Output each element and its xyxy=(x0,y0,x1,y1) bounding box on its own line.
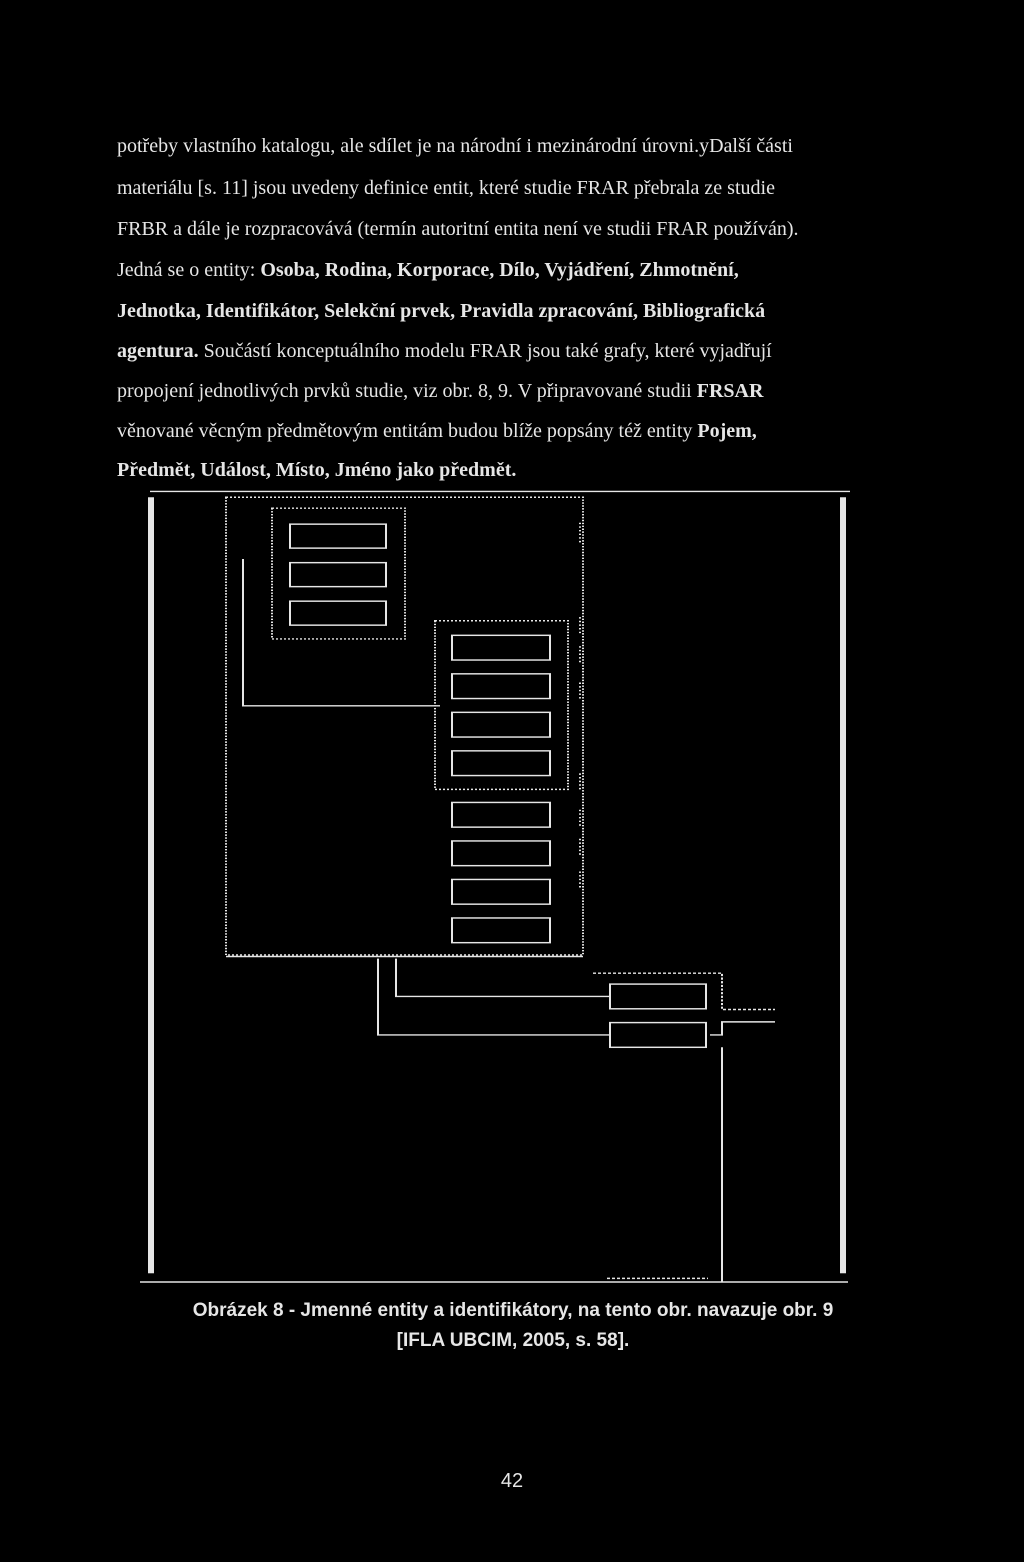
entity-box-8 xyxy=(452,802,550,827)
entity-list: agentura. xyxy=(117,340,199,362)
entity-box-4 xyxy=(452,635,550,660)
entity-box-12 xyxy=(610,984,706,1009)
dotted-group-3 xyxy=(593,973,775,1009)
entity-box-13 xyxy=(610,1023,706,1048)
dotted-group-2 xyxy=(435,621,568,790)
entity-box-1 xyxy=(290,524,386,548)
study-name: FRSAR xyxy=(696,380,764,402)
paragraph-line-1: potřeby vlastního katalogu, ale sdílet je na národní i mezinárodní úrovni.yDalší části xyxy=(117,135,793,157)
entity-list: Osoba, Rodina, Korporace, Dílo, Vyjádření, Zhmotnění, xyxy=(260,259,739,281)
caption-line-1: Obrázek 8 - Jmenné entity a identifikátory, na tento obr. navazuje obr. 9 xyxy=(192,1300,834,1321)
entity-list: Předmět, Událost, Místo, Jméno jako předmět. xyxy=(117,459,517,481)
page-number: 42 xyxy=(500,1470,524,1492)
figure-caption xyxy=(138,1296,888,1356)
entity-list: Jednotka, Identifikátor, Selekční prvek, Pravidla zpracování, Bibliografická xyxy=(117,300,766,322)
entity-box-6 xyxy=(452,712,550,737)
text-segment: Součástí konceptuálního modelu FRAR jsou také grafy, které vyjadřují xyxy=(198,340,772,362)
connector-4 xyxy=(710,1022,775,1035)
entity-box-5 xyxy=(452,674,550,699)
entity-box-3 xyxy=(290,601,386,625)
frame-right-bar xyxy=(840,497,846,1273)
entity-box-10 xyxy=(452,879,550,904)
paragraph-line-2: materiálu [s. 11] jsou uvedeny definice entit, které studie FRAR přebrala ze studie xyxy=(117,177,775,199)
text-segment: propojení jednotlivých prvků studie, viz obr. 8, 9. V připravované studii xyxy=(117,380,697,402)
entity-box-9 xyxy=(452,841,550,866)
caption-line-2: [IFLA UBCIM, 2005, s. 58]. xyxy=(396,1330,630,1351)
paragraph-line-3: FRBR a dále je rozpracovává (termín autoritní entita není ve studii FRAR používán). xyxy=(117,218,799,240)
frame-left-bar xyxy=(148,497,154,1273)
text-segment: věnované věcným předmětovým entitám budou blíže popsány též entity xyxy=(117,420,698,442)
connector-3 xyxy=(396,959,610,997)
entity-box-11 xyxy=(452,918,550,943)
entity-box-7 xyxy=(452,751,550,776)
entity-list: Pojem, xyxy=(697,420,757,442)
entity-box-2 xyxy=(290,563,386,587)
text-segment: Jedná se o entity: xyxy=(117,259,261,281)
